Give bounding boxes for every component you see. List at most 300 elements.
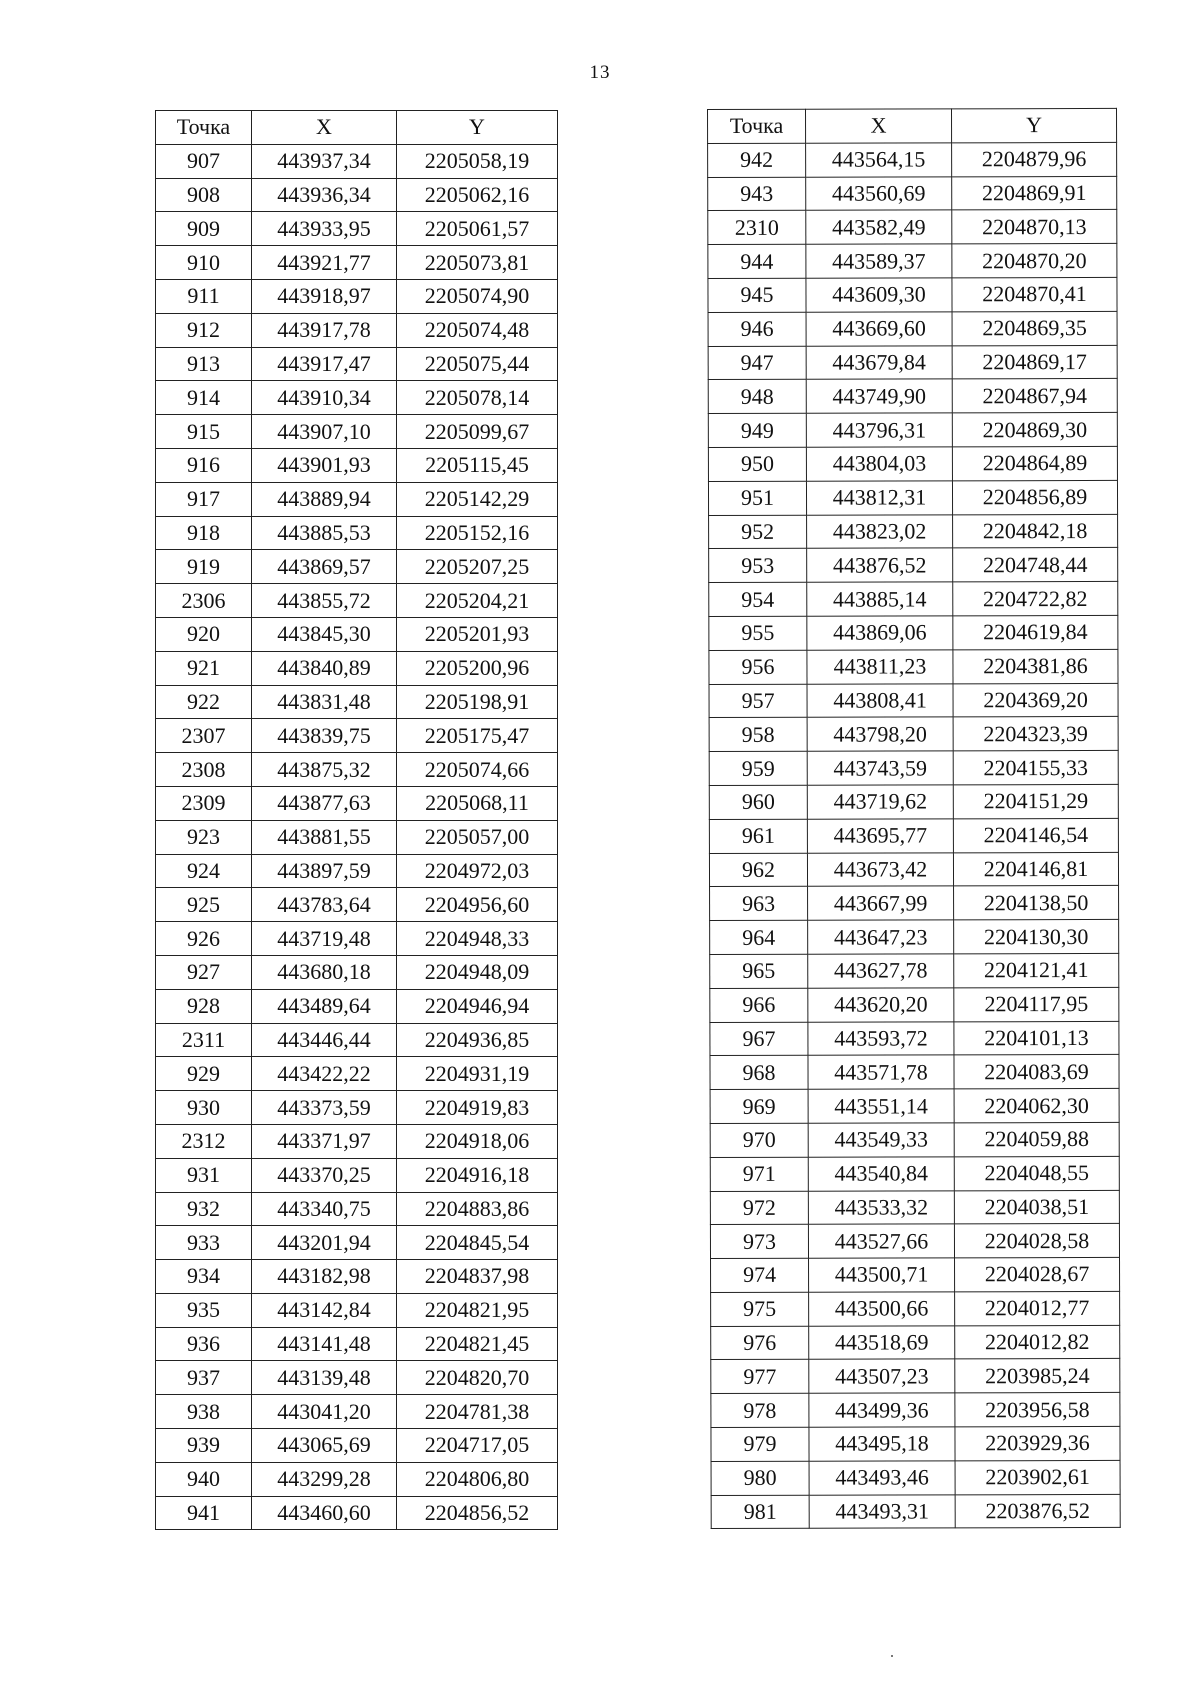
table-row	[156, 617, 558, 651]
x-cell: 443571,78	[808, 1055, 954, 1089]
y-cell: 2203929,36	[955, 1427, 1120, 1461]
y-cell: 2204864,89	[952, 446, 1117, 480]
table-row	[710, 1224, 1119, 1259]
y-cell: 2205204,21	[397, 584, 558, 618]
x-cell: 443839,75	[252, 719, 397, 753]
table-row	[156, 1293, 558, 1327]
y-cell: 2205152,16	[397, 516, 558, 550]
y-cell: 2204748,44	[953, 548, 1118, 582]
x-cell: 443460,60	[252, 1496, 397, 1530]
y-cell: 2204012,82	[955, 1325, 1120, 1359]
y-cell: 2204918,06	[397, 1124, 558, 1158]
header-y: Y	[952, 108, 1117, 142]
point-cell: 945	[708, 278, 806, 312]
point-cell: 917	[156, 482, 252, 516]
y-cell: 2203985,24	[955, 1359, 1120, 1393]
y-cell: 2205073,81	[397, 246, 558, 280]
x-cell: 443299,28	[252, 1462, 397, 1496]
x-cell: 443855,72	[252, 584, 397, 618]
x-cell: 443845,30	[252, 617, 397, 651]
y-cell: 2203876,52	[955, 1494, 1120, 1528]
table-row	[156, 550, 558, 584]
x-cell: 443527,66	[808, 1224, 954, 1258]
x-cell: 443808,41	[807, 683, 953, 717]
x-cell: 443041,20	[252, 1395, 397, 1429]
table-row	[711, 1427, 1120, 1462]
point-cell: 958	[709, 718, 807, 752]
y-cell: 2204155,33	[953, 751, 1118, 785]
table-row	[156, 516, 558, 550]
x-cell: 443182,98	[252, 1260, 397, 1294]
point-cell: 944	[708, 244, 806, 278]
x-cell: 443141,48	[252, 1327, 397, 1361]
point-cell: 943	[708, 177, 806, 211]
x-cell: 443881,55	[252, 820, 397, 854]
table-row	[709, 514, 1118, 549]
point-cell: 921	[156, 651, 252, 685]
table-row	[156, 144, 558, 178]
x-cell: 443812,31	[806, 481, 952, 515]
point-cell: 961	[709, 819, 807, 853]
y-cell: 2204936,85	[397, 1023, 558, 1057]
x-cell: 443489,64	[252, 989, 397, 1023]
y-cell: 2204948,33	[397, 922, 558, 956]
point-cell: 937	[156, 1361, 252, 1395]
x-cell: 443507,23	[809, 1359, 955, 1393]
y-cell: 2204948,09	[397, 955, 558, 989]
y-cell: 2205061,57	[397, 212, 558, 246]
table-row	[156, 1192, 558, 1226]
y-cell: 2203902,61	[955, 1460, 1120, 1494]
table-row	[710, 987, 1119, 1022]
point-cell: 966	[710, 988, 808, 1022]
x-cell: 443564,15	[806, 143, 952, 177]
x-cell: 443589,37	[806, 244, 952, 278]
y-cell: 2204806,80	[397, 1462, 558, 1496]
table-row	[156, 1361, 558, 1395]
point-cell: 972	[710, 1191, 808, 1225]
x-cell: 443499,36	[809, 1393, 955, 1427]
point-cell: 965	[710, 954, 808, 988]
point-cell: 967	[710, 1022, 808, 1056]
table-row	[156, 753, 558, 787]
point-cell: 933	[156, 1226, 252, 1260]
table-row	[156, 313, 558, 347]
x-cell: 443877,63	[252, 786, 397, 820]
x-cell: 443500,71	[809, 1258, 955, 1292]
table-row	[156, 246, 558, 280]
table-row	[708, 345, 1117, 380]
point-cell: 957	[709, 684, 807, 718]
point-cell: 977	[711, 1360, 809, 1394]
table-row	[156, 482, 558, 516]
table-row	[711, 1460, 1120, 1495]
y-cell: 2204146,54	[953, 818, 1118, 852]
x-cell: 443749,90	[806, 379, 952, 413]
table-row	[156, 1395, 558, 1429]
x-cell: 443889,94	[252, 482, 397, 516]
point-cell: 916	[156, 448, 252, 482]
x-cell: 443446,44	[252, 1023, 397, 1057]
table-row	[708, 413, 1117, 448]
point-cell: 974	[711, 1258, 809, 1292]
point-cell: 914	[156, 381, 252, 415]
scan-speck	[891, 1655, 893, 1657]
y-cell: 2204879,96	[952, 142, 1117, 176]
x-cell: 443340,75	[252, 1192, 397, 1226]
point-cell: 928	[156, 989, 252, 1023]
y-cell: 2204083,69	[954, 1055, 1119, 1089]
point-cell: 950	[708, 447, 806, 481]
y-cell: 2204381,86	[953, 649, 1118, 683]
table-row	[156, 178, 558, 212]
x-cell: 443885,14	[807, 582, 953, 616]
point-cell: 976	[711, 1326, 809, 1360]
y-cell: 2204138,50	[954, 886, 1119, 920]
x-cell: 443831,48	[252, 685, 397, 719]
y-cell: 2204931,19	[397, 1057, 558, 1091]
y-cell: 2204845,54	[397, 1226, 558, 1260]
y-cell: 2204820,70	[397, 1361, 558, 1395]
point-cell: 923	[156, 820, 252, 854]
table-row	[708, 480, 1117, 515]
point-cell: 920	[156, 617, 252, 651]
table-row	[156, 279, 558, 313]
table-row	[156, 888, 558, 922]
x-cell: 443921,77	[252, 246, 397, 280]
y-cell: 2205075,44	[397, 347, 558, 381]
point-cell: 910	[156, 246, 252, 280]
coordinates-table-right	[707, 108, 1121, 1530]
y-cell: 2205201,93	[397, 617, 558, 651]
point-cell: 2309	[156, 786, 252, 820]
point-cell: 919	[156, 550, 252, 584]
table-row	[156, 854, 558, 888]
y-cell: 2204048,55	[954, 1156, 1119, 1190]
point-cell: 925	[156, 888, 252, 922]
point-cell: 979	[711, 1427, 809, 1461]
y-cell: 2204946,94	[397, 989, 558, 1023]
x-cell: 443918,97	[252, 279, 397, 313]
point-cell: 908	[156, 178, 252, 212]
x-cell: 443804,03	[806, 447, 952, 481]
table-row	[156, 820, 558, 854]
table-row	[708, 244, 1117, 279]
x-cell: 443139,48	[252, 1361, 397, 1395]
y-cell: 2205074,90	[397, 279, 558, 313]
y-cell: 2204323,39	[953, 717, 1118, 751]
y-cell: 2204062,30	[954, 1089, 1119, 1123]
x-cell: 443679,84	[806, 345, 952, 379]
table-row	[156, 1327, 558, 1361]
x-cell: 443743,59	[807, 751, 953, 785]
y-cell: 2204856,89	[952, 480, 1117, 514]
table-row	[156, 1023, 558, 1057]
point-cell: 911	[156, 279, 252, 313]
y-cell: 2204870,13	[952, 210, 1117, 244]
point-cell: 939	[156, 1429, 252, 1463]
table-row	[709, 615, 1118, 650]
point-cell: 949	[708, 413, 806, 447]
table-row	[710, 1190, 1119, 1225]
x-cell: 443609,30	[806, 278, 952, 312]
x-cell: 443493,46	[809, 1461, 955, 1495]
x-cell: 443937,34	[252, 144, 397, 178]
table-row	[156, 685, 558, 719]
table-row	[710, 1122, 1119, 1157]
table-row	[710, 1089, 1119, 1124]
table-row	[710, 1021, 1119, 1056]
table-row	[711, 1393, 1120, 1428]
coordinates-table-left	[155, 110, 558, 1530]
y-cell: 2205074,48	[397, 313, 558, 347]
x-cell: 443907,10	[252, 415, 397, 449]
y-cell: 2204919,83	[397, 1091, 558, 1125]
table-row	[156, 719, 558, 753]
x-cell: 443533,32	[808, 1190, 954, 1224]
point-cell: 968	[710, 1056, 808, 1090]
table-row	[156, 1462, 558, 1496]
table-row	[156, 922, 558, 956]
y-cell: 2204842,18	[953, 514, 1118, 548]
x-cell: 443669,60	[806, 312, 952, 346]
y-cell: 2204028,67	[955, 1258, 1120, 1292]
y-cell: 2205057,00	[397, 820, 558, 854]
point-cell: 969	[710, 1089, 808, 1123]
table-row	[156, 955, 558, 989]
y-cell: 2204870,41	[952, 277, 1117, 311]
x-cell: 443933,95	[252, 212, 397, 246]
point-cell: 963	[710, 887, 808, 921]
y-cell: 2204837,98	[397, 1260, 558, 1294]
y-cell: 2204869,17	[952, 345, 1117, 379]
y-cell: 2204856,52	[397, 1496, 558, 1530]
page-number: 13	[589, 62, 611, 83]
table-row	[156, 1124, 558, 1158]
x-cell: 443910,34	[252, 381, 397, 415]
x-cell: 443667,99	[808, 886, 954, 920]
y-cell: 2204867,94	[952, 379, 1117, 413]
header-x: X	[252, 111, 397, 145]
table-row	[708, 176, 1117, 211]
point-cell: 973	[710, 1225, 808, 1259]
point-cell: 942	[708, 143, 806, 177]
x-cell: 443897,59	[252, 854, 397, 888]
header-point: Точка	[156, 111, 252, 145]
table-row	[711, 1258, 1120, 1293]
y-cell: 2204821,95	[397, 1293, 558, 1327]
x-cell: 443869,06	[807, 616, 953, 650]
x-cell: 443823,02	[807, 514, 953, 548]
x-cell: 443201,94	[252, 1226, 397, 1260]
point-cell: 981	[711, 1495, 809, 1529]
point-cell: 948	[708, 380, 806, 414]
y-cell: 2204972,03	[397, 854, 558, 888]
x-cell: 443540,84	[808, 1157, 954, 1191]
point-cell: 931	[156, 1158, 252, 1192]
table-row	[156, 651, 558, 685]
table-row	[156, 448, 558, 482]
header-y: Y	[397, 111, 558, 145]
y-cell: 2204869,91	[952, 176, 1117, 210]
x-cell: 443582,49	[806, 210, 952, 244]
point-cell: 918	[156, 516, 252, 550]
x-cell: 443719,62	[807, 785, 953, 819]
point-cell: 2310	[708, 211, 806, 245]
y-cell: 2204916,18	[397, 1158, 558, 1192]
x-cell: 443518,69	[809, 1326, 955, 1360]
y-cell: 2204722,82	[953, 582, 1118, 616]
point-cell: 2311	[156, 1023, 252, 1057]
point-cell: 929	[156, 1057, 252, 1091]
table-row	[710, 920, 1119, 955]
table-header-row	[708, 108, 1117, 143]
header-point: Точка	[708, 109, 806, 143]
point-cell: 912	[156, 313, 252, 347]
y-cell: 2204012,77	[955, 1291, 1120, 1325]
x-cell: 443876,52	[807, 548, 953, 582]
y-cell: 2204146,81	[953, 852, 1118, 886]
y-cell: 2205198,91	[397, 685, 558, 719]
y-cell: 2205115,45	[397, 448, 558, 482]
x-cell: 443500,66	[809, 1292, 955, 1326]
table-row	[156, 1158, 558, 1192]
point-cell: 915	[156, 415, 252, 449]
table-row	[708, 277, 1117, 312]
table-row	[156, 381, 558, 415]
y-cell: 2204121,41	[954, 953, 1119, 987]
y-cell: 2204869,35	[952, 311, 1117, 345]
point-cell: 924	[156, 854, 252, 888]
point-cell: 964	[710, 920, 808, 954]
point-cell: 959	[709, 751, 807, 785]
x-cell: 443495,18	[809, 1427, 955, 1461]
table-row	[156, 1496, 558, 1530]
x-cell: 443422,22	[252, 1057, 397, 1091]
point-cell: 956	[709, 650, 807, 684]
table-row	[709, 548, 1118, 583]
table-row	[708, 379, 1117, 414]
table-row	[156, 1057, 558, 1091]
point-cell: 922	[156, 685, 252, 719]
table-row	[156, 989, 558, 1023]
y-cell: 2205200,96	[397, 651, 558, 685]
point-cell: 926	[156, 922, 252, 956]
y-cell: 2204151,29	[953, 784, 1118, 818]
point-cell: 947	[708, 346, 806, 380]
y-cell: 2204038,51	[954, 1190, 1119, 1224]
point-cell: 975	[711, 1292, 809, 1326]
table-row	[709, 717, 1118, 752]
y-cell: 2204619,84	[953, 615, 1118, 649]
table-row	[156, 415, 558, 449]
y-cell: 2204101,13	[954, 1021, 1119, 1055]
point-cell: 952	[709, 515, 807, 549]
table-row	[709, 683, 1118, 718]
table-row	[709, 852, 1118, 887]
x-cell: 443840,89	[252, 651, 397, 685]
x-cell: 443627,78	[808, 954, 954, 988]
table-row	[708, 142, 1117, 177]
y-cell: 2205058,19	[397, 144, 558, 178]
y-cell: 2205175,47	[397, 719, 558, 753]
y-cell: 2204821,45	[397, 1327, 558, 1361]
table-row	[709, 649, 1118, 684]
table-row	[710, 1055, 1119, 1090]
x-cell: 443680,18	[252, 955, 397, 989]
x-cell: 443371,97	[252, 1124, 397, 1158]
table-row	[156, 786, 558, 820]
x-cell: 443695,77	[807, 819, 953, 853]
y-cell: 2205207,25	[397, 550, 558, 584]
y-cell: 2205078,14	[397, 381, 558, 415]
table-row	[711, 1325, 1120, 1360]
table-row	[711, 1359, 1120, 1394]
point-cell: 2306	[156, 584, 252, 618]
y-cell: 2203956,58	[955, 1393, 1120, 1427]
table-row	[156, 1260, 558, 1294]
x-cell: 443798,20	[807, 717, 953, 751]
point-cell: 940	[156, 1462, 252, 1496]
x-cell: 443549,33	[808, 1123, 954, 1157]
x-cell: 443875,32	[252, 753, 397, 787]
point-cell: 2308	[156, 753, 252, 787]
x-cell: 443917,78	[252, 313, 397, 347]
table-row	[708, 446, 1117, 481]
x-cell: 443885,53	[252, 516, 397, 550]
x-cell: 443647,23	[808, 920, 954, 954]
point-cell: 970	[710, 1123, 808, 1157]
x-cell: 443673,42	[807, 852, 953, 886]
point-cell: 934	[156, 1260, 252, 1294]
table-row	[711, 1291, 1120, 1326]
point-cell: 909	[156, 212, 252, 246]
x-cell: 443370,25	[252, 1158, 397, 1192]
table-row	[156, 347, 558, 381]
point-cell: 935	[156, 1293, 252, 1327]
point-cell: 941	[156, 1496, 252, 1530]
x-cell: 443551,14	[808, 1089, 954, 1123]
x-cell: 443620,20	[808, 988, 954, 1022]
y-cell: 2204369,20	[953, 683, 1118, 717]
x-cell: 443719,48	[252, 922, 397, 956]
x-cell: 443869,57	[252, 550, 397, 584]
y-cell: 2204781,38	[397, 1395, 558, 1429]
table-row	[710, 886, 1119, 921]
y-cell: 2204870,20	[952, 244, 1117, 278]
point-cell: 953	[709, 549, 807, 583]
point-cell: 936	[156, 1327, 252, 1361]
x-cell: 443142,84	[252, 1293, 397, 1327]
point-cell: 962	[709, 853, 807, 887]
x-cell: 443796,31	[806, 413, 952, 447]
table-row	[709, 582, 1118, 617]
table-row	[156, 212, 558, 246]
point-cell: 980	[711, 1461, 809, 1495]
x-cell: 443593,72	[808, 1021, 954, 1055]
table-row	[709, 784, 1118, 819]
point-cell: 954	[709, 582, 807, 616]
y-cell: 2204956,60	[397, 888, 558, 922]
table-row	[708, 311, 1117, 346]
x-cell: 443065,69	[252, 1429, 397, 1463]
point-cell: 960	[709, 785, 807, 819]
x-cell: 443917,47	[252, 347, 397, 381]
y-cell: 2205074,66	[397, 753, 558, 787]
x-cell: 443373,59	[252, 1091, 397, 1125]
point-cell: 927	[156, 955, 252, 989]
point-cell: 913	[156, 347, 252, 381]
